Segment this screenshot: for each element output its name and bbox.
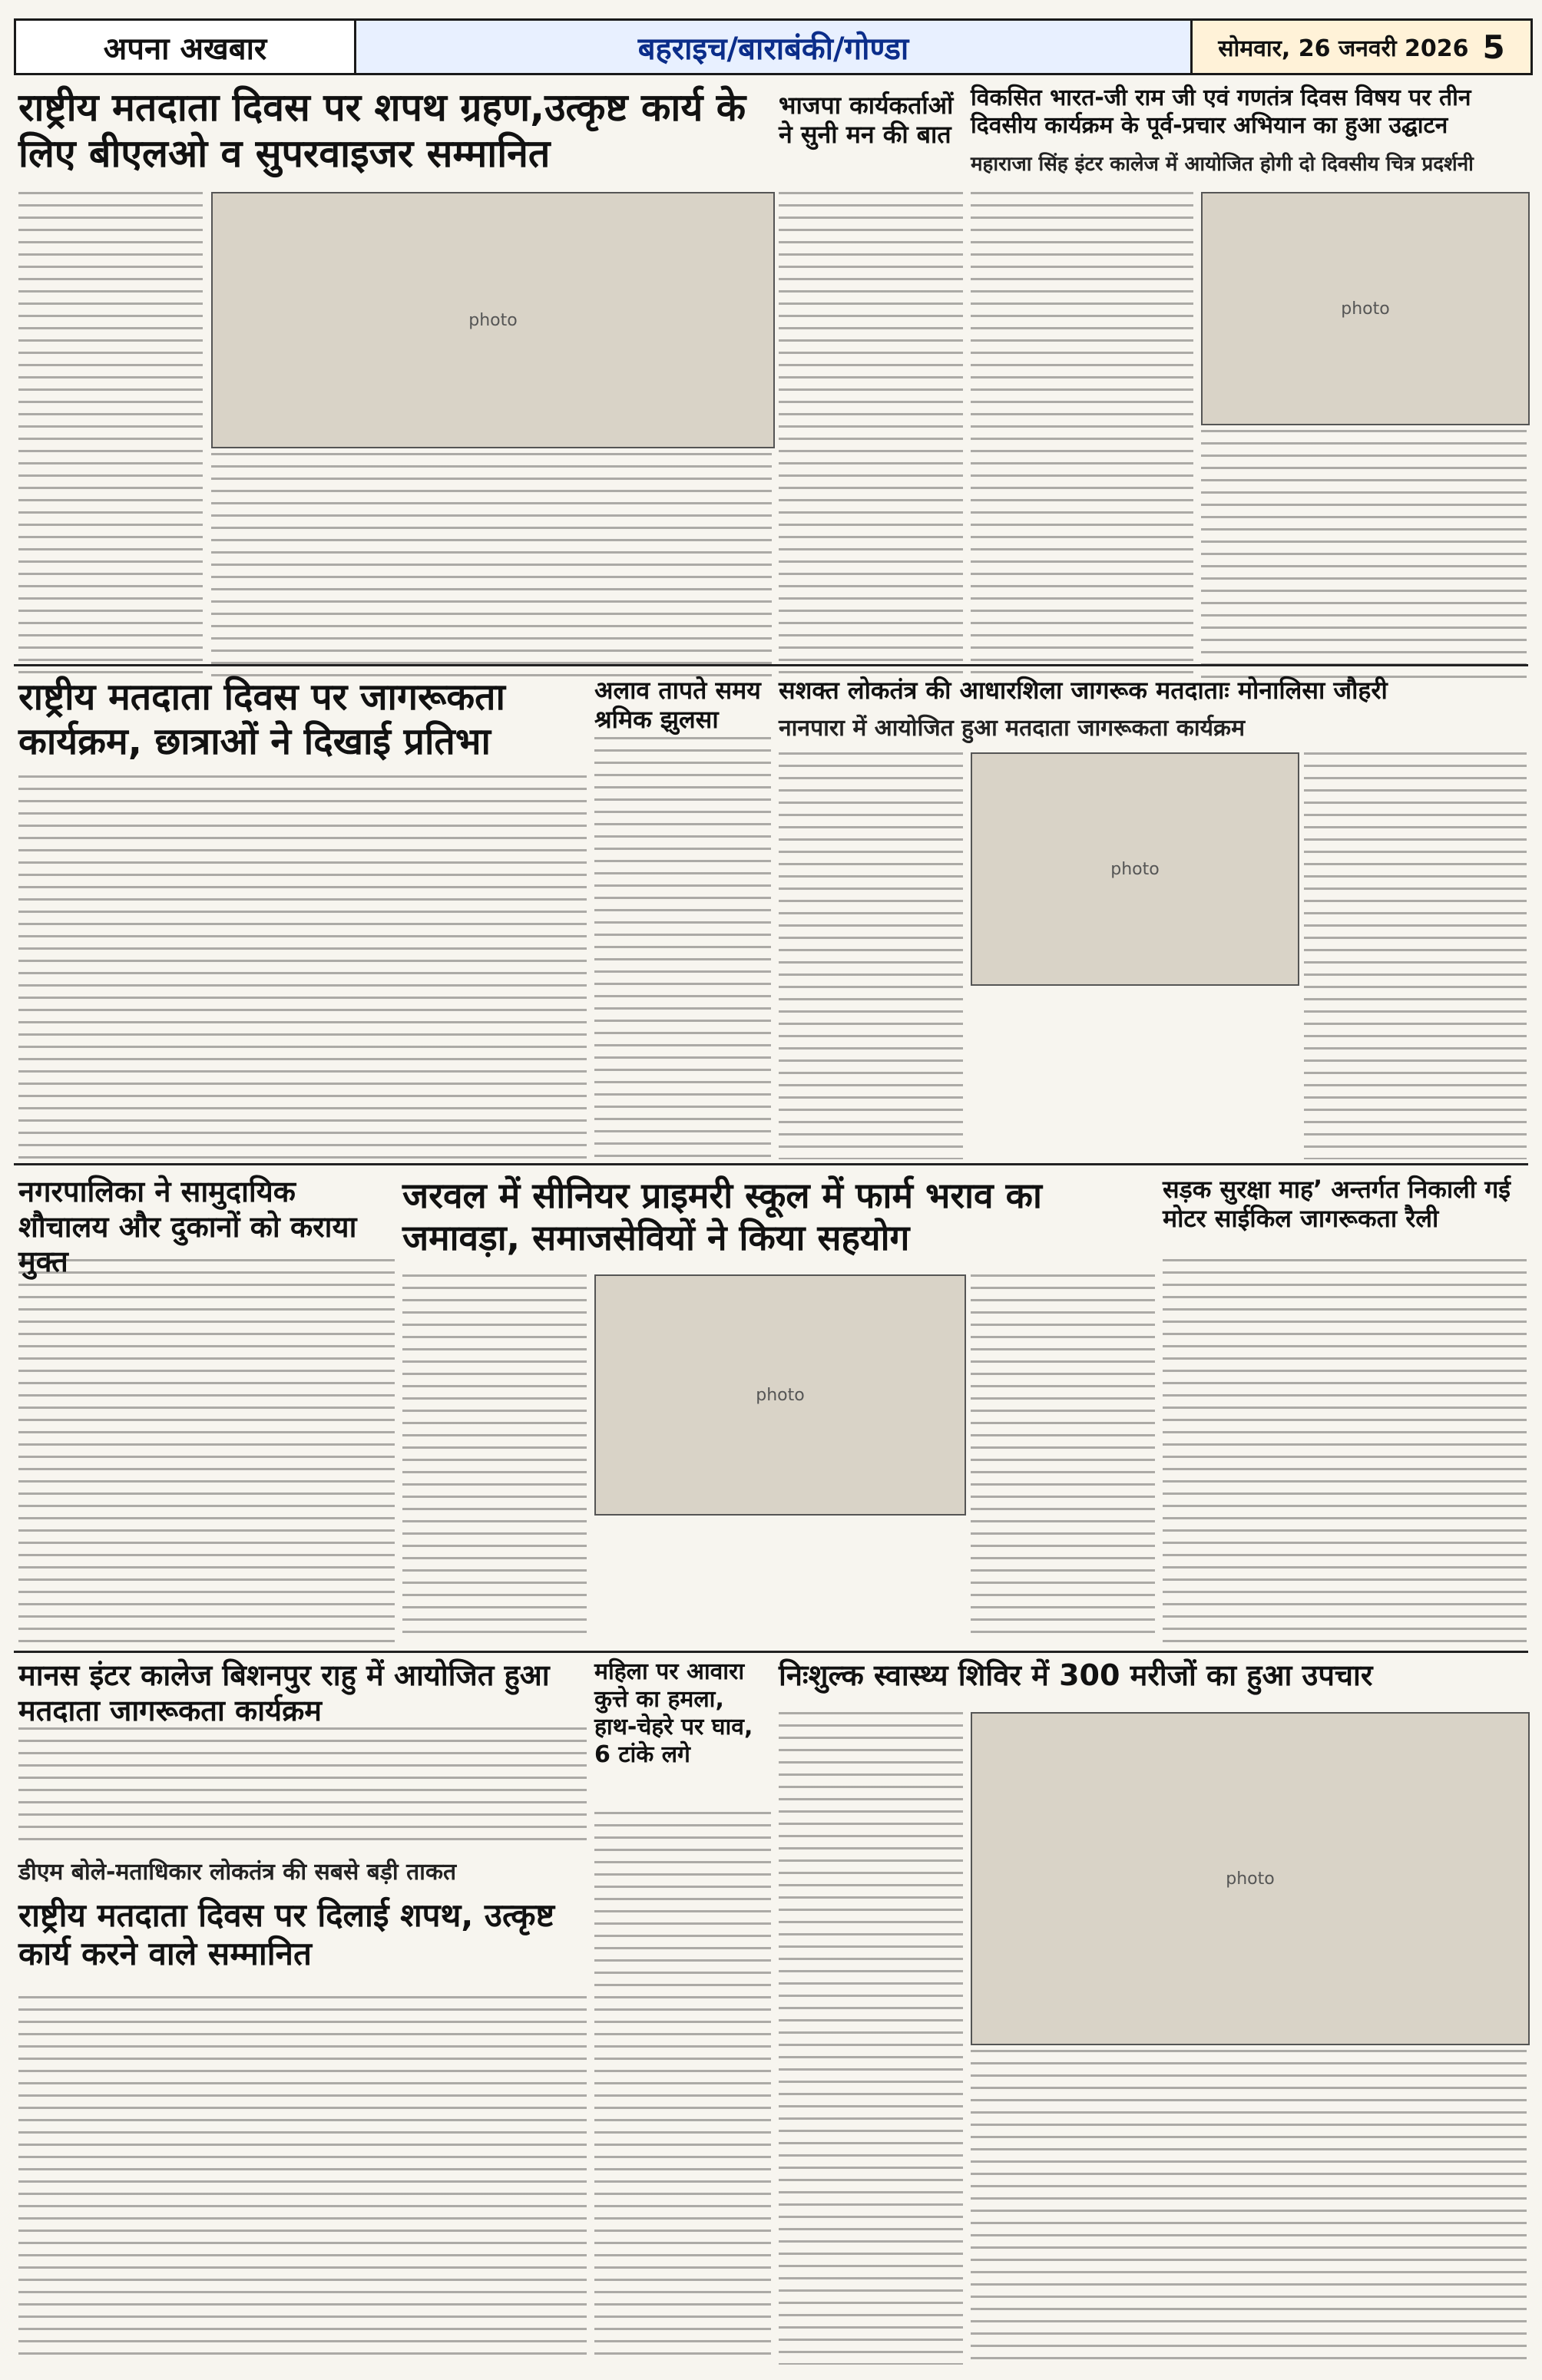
photo-s8: photo (594, 1274, 966, 1516)
masthead-left-title: अपना अखबार (16, 21, 356, 73)
subhead-s6: नानपारा में आयोजित हुआ मतदाता जागरूकता कार्यक्रम (779, 715, 1246, 742)
body-s6 (779, 752, 963, 1159)
headline-s2: भाजपा कार्यकर्ताओं ने सुनी मन की बात (779, 91, 954, 150)
rule-2 (14, 1163, 1528, 1165)
headline-s12: निःशुल्क स्वास्थ्य शिविर में 300 मरीजों का हुआ उपचार (779, 1658, 1373, 1692)
subhead-s3: महाराजा सिंह इंटर कालेज में आयोजित होगी दो दिवसीय चित्र प्रदर्शनी (971, 153, 1474, 176)
body-s4 (18, 775, 587, 1159)
photo-s1: photo (211, 192, 775, 448)
body-s3b (1201, 430, 1527, 683)
body-s11 (594, 1812, 771, 2365)
photo-s6: photo (971, 752, 1299, 986)
headline-s1: राष्ट्रीय मतदाता दिवस पर शपथ ग्रहण,उत्कृष्ट कार्य के लिए बीएलओ व सुपरवाइजर सम्मानित (18, 85, 746, 176)
body-s2 (779, 192, 963, 683)
body-s1b (211, 453, 772, 683)
body-s10 (18, 1727, 587, 1850)
headline-s3: विकसित भारत-जी राम जी एवं गणतंत्र दिवस विषय पर तीन दिवसीय कार्यक्रम के पूर्व-प्रचार अभियान का हुआ उद्घाटन (971, 84, 1471, 139)
photo-s3: photo (1201, 192, 1530, 425)
body-s6b (1304, 752, 1527, 1159)
kicker-s13: डीएम बोले-मताधिकार लोकतंत्र की सबसे बड़ी ताकत (18, 1859, 457, 1886)
headline-s13: राष्ट्रीय मतदाता दिवस पर दिलाई शपथ, उत्कृष्ट कार्य करने वाले सम्मानित (18, 1896, 555, 1973)
masthead-date-block (1193, 21, 1530, 73)
body-s9 (1163, 1259, 1527, 1643)
body-s12b (971, 2050, 1527, 2365)
headline-s7: नगरपालिका ने सामुदायिक शौचालय और दुकानों को कराया मुक्त (18, 1175, 357, 1279)
body-s8 (402, 1274, 587, 1643)
photo-s12: photo (971, 1712, 1530, 2045)
headline-s10: मानस इंटर कालेज बिशनपुर राहु में आयोजित हुआ मतदाता जागरूकता कार्यक्रम (18, 1658, 550, 1727)
headline-s11: महिला पर आवारा कुत्ते का हमला, हाथ-चेहरे पर घाव, 6 टांके लगे (594, 1658, 753, 1768)
masthead-date: सोमवार, 26 जनवरी 2026 (1218, 35, 1469, 62)
body-s3 (971, 192, 1193, 683)
body-s1 (18, 192, 203, 683)
headline-s4: राष्ट्रीय मतदाता दिवस पर जागरूकता कार्यक्रम, छात्राओं ने दिखाई प्रतिभा (18, 676, 505, 763)
body-s13 (18, 1996, 587, 2365)
masthead (14, 18, 1533, 75)
body-s12 (779, 1712, 963, 2365)
rule-1 (14, 664, 1528, 666)
headline-s9: सड़क सुरक्षा माह’ अन्तर्गत निकाली गई मोटर साईकिल जागरूकता रैली (1163, 1175, 1511, 1234)
headline-s5: अलाव तापते समय श्रमिक झुलसा (594, 676, 761, 735)
headline-s6: सशक्त लोकतंत्र की आधारशिला जागरूक मतदाताः मोनालिसा जौहरी (779, 676, 1388, 705)
rule-3 (14, 1651, 1528, 1653)
masthead-center-title: बहराइच/बाराबंकी/गोण्डा (356, 21, 1193, 73)
body-s7 (18, 1259, 395, 1643)
headline-s8: जरवल में सीनियर प्राइमरी स्कूल में फार्म भराव का जमावड़ा, समाजसेवियों ने किया सहयोग (402, 1175, 1042, 1259)
body-s8b (971, 1274, 1155, 1643)
body-s5 (594, 737, 771, 1159)
page-number: 5 (1482, 28, 1505, 66)
